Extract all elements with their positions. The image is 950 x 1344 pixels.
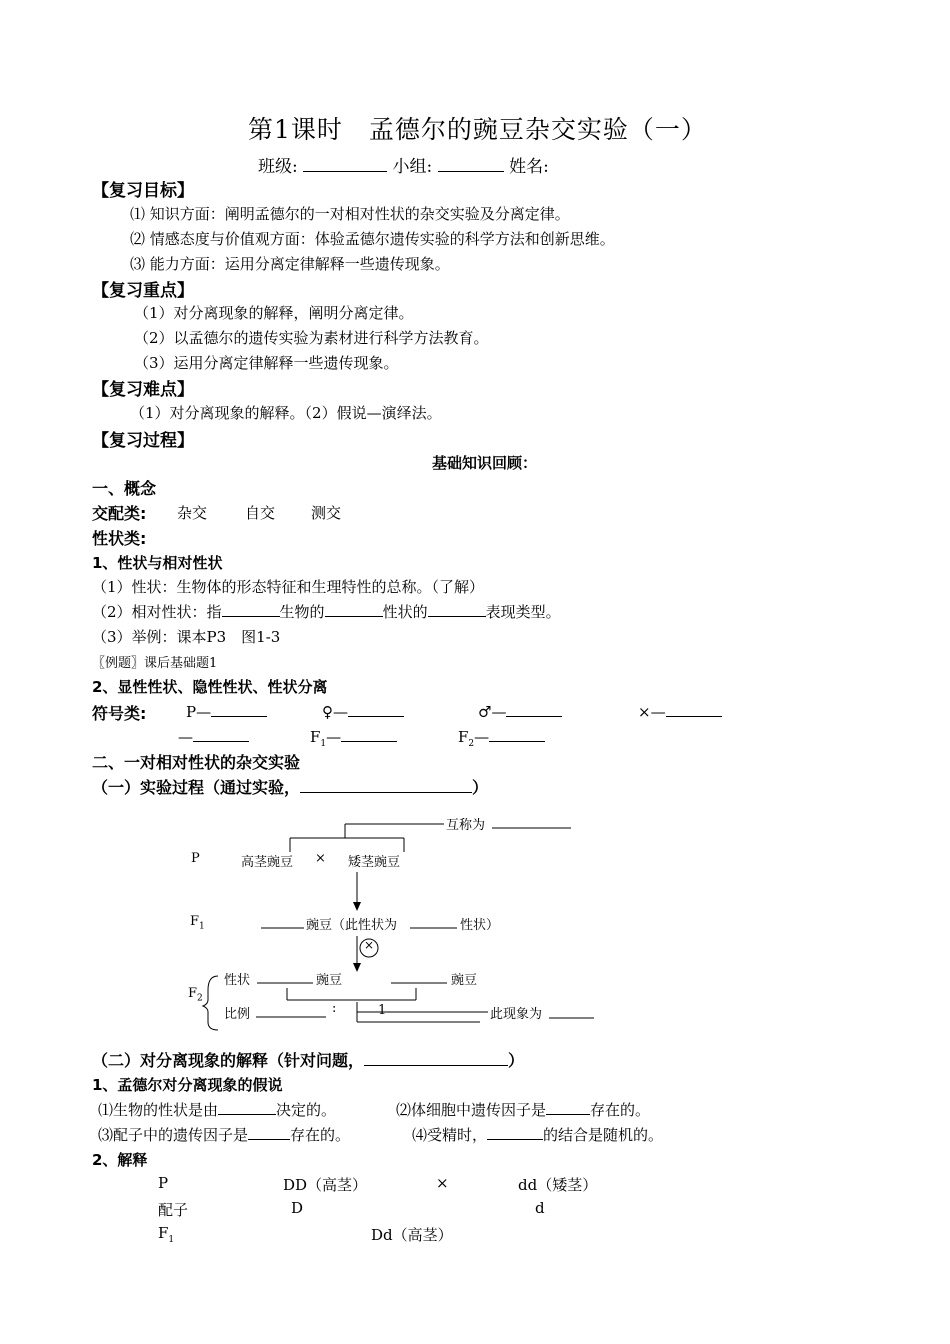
key-point-item: （1）对分离现象的解释，阐明分离定律。 xyxy=(134,304,414,322)
ratio-one: 1 xyxy=(378,1003,387,1018)
hypothesis-3 xyxy=(98,1124,350,1145)
hyp-text: 存在的。 xyxy=(590,1101,651,1119)
hyp-text: ⑷受精时， xyxy=(412,1126,488,1144)
class-label: 班级: xyxy=(258,157,298,177)
key-point-item: （3）运用分离定律解释一些遗传现象。 xyxy=(134,354,399,372)
blank[interactable] xyxy=(218,1100,276,1115)
relative-mid1: 生物的 xyxy=(279,603,325,621)
cross-sign: × xyxy=(315,851,326,866)
blank[interactable] xyxy=(248,1125,290,1140)
hypothesis-2 xyxy=(396,1099,650,1120)
hyp-text: ⑴生物的性状是由 xyxy=(98,1101,219,1119)
difficulties-heading: 【复习难点】 xyxy=(92,380,194,400)
subheading-traits: 1、性状与相对性状 xyxy=(92,554,223,572)
goal-item: ⑴ 知识方面：阐明孟德尔的一对相对性状的杂交实验及分离定律。 xyxy=(130,205,570,223)
blank[interactable] xyxy=(546,1100,590,1115)
mutual-label: 互称为 xyxy=(446,818,486,833)
trait-definition: （1）性状：生物体的形态特征和生理特性的总称。（了解） xyxy=(92,578,485,596)
key-point-item: （2）以孟德尔的遗传实验为素材进行科学方法教育。 xyxy=(134,329,489,347)
symbol-text: — xyxy=(178,728,193,746)
explain-gamete-lower-d: d xyxy=(535,1199,545,1217)
symbol-f2: $F_2—$ xyxy=(458,727,545,749)
subheading-dominant: 2、显性性状、隐性性状、性状分离 xyxy=(92,678,328,696)
hyp-text: 的结合是随机的。 xyxy=(543,1126,664,1144)
name-label: 姓名: xyxy=(509,157,549,177)
explain-heading: 2、解释 xyxy=(92,1151,148,1169)
f1-label: $F_1$ xyxy=(190,914,205,932)
hyp-text: 决定的。 xyxy=(276,1101,337,1119)
hyp-text: ⑵体细胞中遗传因子是 xyxy=(396,1101,547,1119)
group-label: 小组: xyxy=(392,157,433,177)
explain-f1: $F_1$ xyxy=(158,1224,175,1245)
ratio-word: 比例 xyxy=(224,1007,251,1022)
f2-label: $F_2$ xyxy=(188,986,203,1004)
concepts-heading: 一、概念 xyxy=(92,479,157,498)
trait-word: 性状 xyxy=(224,973,251,988)
hyp-text: ⑶配子中的遗传因子是 xyxy=(98,1126,249,1144)
blank[interactable] xyxy=(364,1051,508,1066)
page-title: 第1课时 孟德尔的豌豆杂交实验（一） xyxy=(248,115,707,144)
goal-item: ⑵ 情感态度与价值观方面：体验孟德尔遗传实验的科学方法和创新思维。 xyxy=(130,230,615,248)
mating-term: 测交 xyxy=(311,504,342,522)
symbol-label: 符号类: xyxy=(92,704,147,723)
relative-prefix: （2）相对性状：指 xyxy=(92,603,222,621)
mating-term: 自交 xyxy=(245,504,276,522)
symbol-text: ♀— xyxy=(322,703,348,721)
sub1-text: （一）实验过程（通过实验， xyxy=(92,778,301,797)
difficulties-text: （1）对分离现象的解释。（2）假说—演绎法。 xyxy=(130,404,442,422)
tall-pea: 高茎豌豆 xyxy=(241,855,294,870)
explain-gamete: 配子 xyxy=(158,1201,189,1219)
sub2-end: ） xyxy=(508,1051,525,1070)
process-heading: 【复习过程】 xyxy=(92,431,194,451)
symbol-text: P— xyxy=(186,703,212,721)
explain-p: P xyxy=(158,1174,169,1192)
section2-heading: 二、一对相对性状的杂交实验 xyxy=(92,753,301,772)
ratio-colon: : xyxy=(332,1001,337,1016)
example-question: 〖例题〗课后基础题1 xyxy=(92,656,218,671)
sub1-end: ） xyxy=(472,778,489,797)
explain-gamete-d: D xyxy=(291,1199,304,1217)
hypothesis-4 xyxy=(412,1124,663,1145)
p-label: P xyxy=(191,851,200,866)
review-title: 基础知识回顾： xyxy=(432,454,538,472)
key-points-heading: 【复习重点】 xyxy=(92,281,194,301)
sub2-text: （二）对分离现象的解释（针对问题， xyxy=(92,1051,365,1070)
trait-label: 性状类: xyxy=(92,529,147,548)
short-pea: 矮茎豌豆 xyxy=(348,855,401,870)
hypothesis-heading: 1、孟德尔对分离现象的假说 xyxy=(92,1076,283,1094)
f1-text-b: 性状） xyxy=(460,918,500,933)
phenomenon-label: 此现象为 xyxy=(490,1007,543,1022)
symbol-text: ♂— xyxy=(478,703,507,721)
mating-label: 交配类: xyxy=(92,504,147,523)
relative-mid2: 性状的 xyxy=(382,603,428,621)
explain-f1-value: Dd（高茎） xyxy=(371,1226,453,1244)
blank[interactable] xyxy=(487,1125,543,1140)
relative-suffix: 表现类型。 xyxy=(485,603,561,621)
hypothesis-1 xyxy=(98,1099,336,1120)
symbol-f1: $F_1—$ xyxy=(310,727,397,749)
pea-word-1: 豌豆 xyxy=(316,973,343,988)
explain-dd-tall: DD（高茎） xyxy=(283,1176,368,1194)
mating-term: 杂交 xyxy=(177,504,208,522)
pea-word-2: 豌豆 xyxy=(451,973,478,988)
goal-item: ⑶ 能力方面：运用分离定律解释一些遗传现象。 xyxy=(130,255,450,273)
f1-text-a: 豌豆（此性状为 xyxy=(306,918,398,933)
selfing-symbol: × xyxy=(364,938,375,952)
explain-dd-short: dd（矮茎） xyxy=(518,1176,598,1194)
hyp-text: 存在的。 xyxy=(290,1126,351,1144)
symbol-text: ×— xyxy=(638,703,666,721)
goals-heading: 【复习目标】 xyxy=(92,181,194,201)
explain-cross: × xyxy=(436,1174,449,1192)
example-line: （3）举例：课本P3 图1-3 xyxy=(92,628,281,646)
explanation-subheading xyxy=(92,1048,524,1071)
